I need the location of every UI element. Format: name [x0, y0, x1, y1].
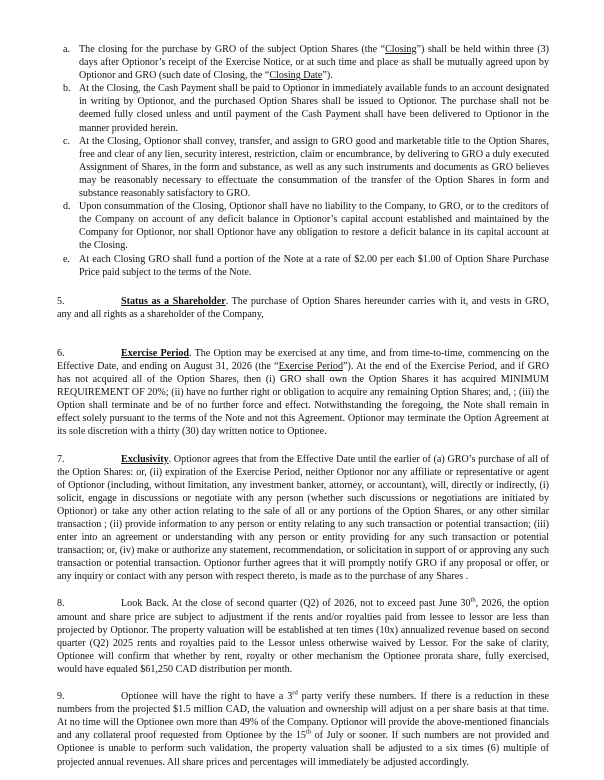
- list-item-text: Upon consummation of the Closing, Optionor shall have no liability to the Company, to GRO, or to the creditors of the Company on account of any deficit balance in Optionor’s capital account established and maintained by the Company for Optionor, nor shall Optionor have any obligation to restore a deficit balance in its capital account at the Closing.: [79, 201, 549, 252]
- section-number: 9.: [57, 691, 65, 703]
- section-5: [57, 295, 549, 321]
- list-item-text: At the Closing, Optionor shall convey, transfer, and assign to GRO good and marketable title to the Option Shares, free and clear of any lien, security interest, restriction, claim or encumbrance, by delivering to GRO a duly executed Assignment of Shares, in the form and substance, as well as any such instruments and documents as GRO believes may be reasonably necessary to effectuate the consummation of the transfer of the Option Shares in form and substance reasonably satisfactory to GRO.: [79, 135, 549, 200]
- list-marker: e.: [63, 253, 71, 265]
- defined-term: Closing: [385, 44, 417, 55]
- section-9: 9. Optionee will have the right to have a 3rd party verify these numbers. If there is a reduction in these numbers from the projected $1.5 million CAD, the valuation and ownership will adjust on a per share basis at that time. At no time will the Optionee own more than 49% of the Company. Optionor will provide the above-mentioned financials and any collateral proof requested from Optionee by the 15th of July or sooner. If such numbers are not provided and Optionee is unable to perform such validation, the property valuation shall be adjusted to a six times (6) multiple of projected annual revenues. All share prices and percentages will immediately be adjusted accordingly.: [57, 689, 550, 768]
- list-item: [57, 253, 549, 279]
- section-number: 6.: [57, 347, 65, 359]
- section-6: 6. Exercise Period. The Option may be exercised at any time, and from time-to-time, commencing on the Effective Date, and ending on August 31, 2026 (the “Exercise Period”). At the end of the Exercise Period, and if GRO has not acquired all of the Option Shares, then (i) GRO shall own the Option Shares it has acquired MINIMUM REQUIREMENT OF 20%; (ii) have no further right or obligation to acquire any remaining Option Shares; and, ; (iii) the Option shall terminate and be of no further force and effect. Notwithstanding the foregoing, the Note shall remain in effect solely pursuant to the terms of the Note and not this Agreement. Optionor may terminate the Option Agreement at its sole discretion with a thirty (30) day written notice to Optionee.: [57, 347, 550, 438]
- section-text: . Optionor agrees that from the Effective Date until the earlier of (a) GRO’s purchase of all of the Option Shares: or, (ii) expiration of the Exercise Period, neither Optionor nor any affiliate or representative or agent of Optionor (including, without limitation, any investment banker, attorney, or accountant), will, directly or indirectly, (i) solicit, engage in discussions or negotiate with any person (whether such discussions or negotiations are initiated by Optionor) or take any other action relating to the sale of all or any portions of the Option Shares, or any other similar transaction ; (ii) provide information to any person or entity relating to any such transaction or potential transaction; (iii) enter into an agreement or understanding with any person or entity providing for any such transaction or potential transaction; or, (iv) make or authorize any statement, recommendation, or solicitation in support of or approving any such transaction or potential transaction. Optionor further agrees that it will promptly notify GRO if any proposal or offer, or any inquiry or contact with any person with respect thereto, is made as to the purchase of any Shares .: [57, 453, 549, 583]
- section-number: 5.: [57, 295, 65, 307]
- section-text: . The purchase of Option Shares hereunder carries with it, and vests in GRO, any and all rights as a shareholder of the Company,: [57, 295, 549, 320]
- list-item: [57, 43, 549, 82]
- defined-term: Closing Date: [269, 70, 323, 82]
- list-item: [57, 135, 549, 200]
- section-heading: Status as a Shareholder: [121, 295, 226, 307]
- section-7: [57, 453, 549, 584]
- section-number: 7.: [57, 453, 65, 465]
- list-item-text: The closing for the purchase by GRO of the subject Option Shares (the “Closing”) shall be held within three (3) days after Optionor’s receipt of the Exercise Notice, or at such time and place as shall be mutually agreed upon by Optionor and GRO (such date of Closing, the “Closing Date”).: [79, 44, 549, 82]
- list-marker: d.: [63, 201, 71, 213]
- list-marker: a.: [63, 44, 71, 55]
- section-8: 8. Look Back. At the close of second quarter (Q2) of 2026, not to exceed past June 30th, 2026, the option amount and share price are subject to adjustment if the rents and/or royalties paid from lessee to lessor are less than projected by Optionor. The property valuation will be established at ten times (10x) annualized revenue based on second quarter (Q2) 2025 rents and royalties paid to the Lessor unless otherwise waived by Lessor. For the sake of clarity, Optionee will confirm that whether by rent, royalty or other mechanism the Optionee prorata share, fully exercised, would have equaled $61,250 CAD distribution per month.: [57, 597, 549, 675]
- list-marker: b.: [63, 83, 71, 95]
- defined-term: Exercise Period: [278, 360, 343, 372]
- list-item-text: At the Closing, the Cash Payment shall be paid to Optionor in immediately available funds to an account designated in writing by Optionor, and the purchased Option Shares shall be issued to Optionor. The purchase shall not be deemed fully closed unless and until payment of the Cash Payment shall have been delivered to Optionor in the manner provided herein.: [79, 83, 549, 134]
- list-marker: c.: [63, 135, 71, 147]
- closing-list: [57, 43, 549, 279]
- document-body: [57, 43, 549, 769]
- list-item: [57, 82, 549, 134]
- list-item: [57, 200, 549, 252]
- section-heading: Exercise Period: [121, 347, 190, 359]
- list-item-text: At each Closing GRO shall fund a portion of the Note at a rate of $2.00 per each $1.00 of Option Share Purchase Price paid subject to the terms of the Note.: [79, 253, 549, 278]
- section-number: 8.: [57, 598, 65, 610]
- section-heading: Exclusivity: [121, 453, 169, 465]
